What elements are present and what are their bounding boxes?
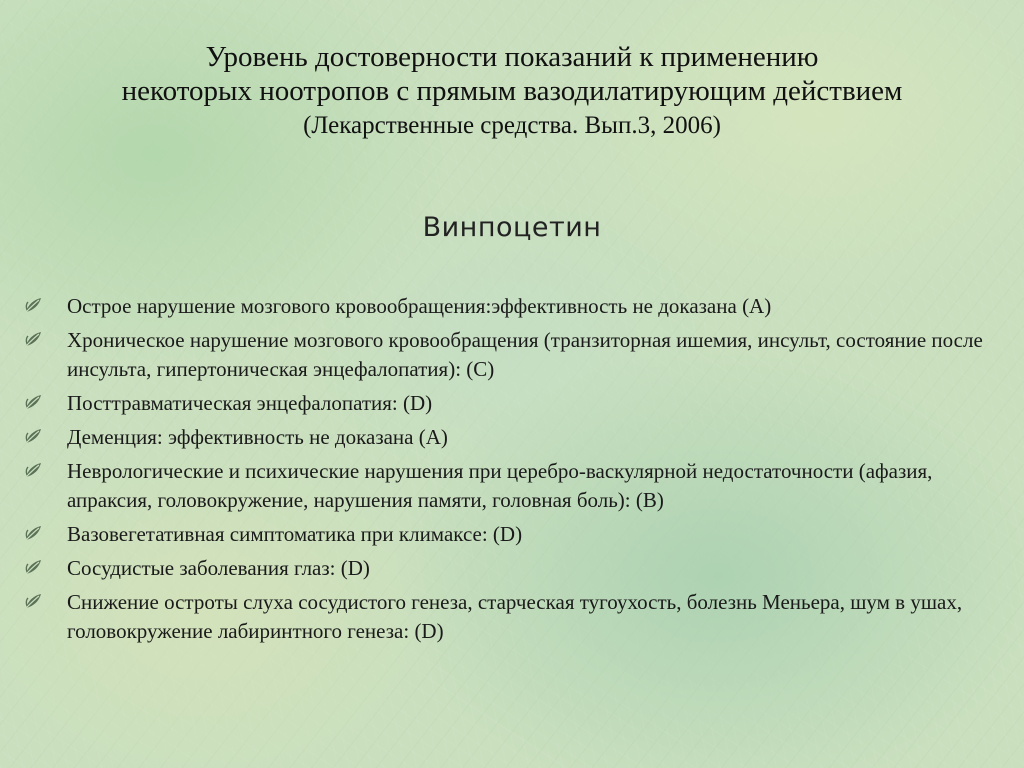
leaf-bullet-icon [24,427,44,445]
list-item [24,520,984,549]
list-item [24,389,984,418]
title-source: (Лекарственные средства. Вып.3, 2006) [303,112,721,139]
drug-subtitle: Винпоцетин [422,212,602,243]
title-line-1: Уровень достоверности показаний к применению [205,41,819,73]
list-item-text: Снижение остроты слуха сосудистого генеза, старческая тугоухость, болезнь Меньера, шум в ушах, головокружение лабиринтного генеза: (D) [67,590,963,643]
leaf-bullet-icon [24,296,44,314]
list-item-text: Острое нарушение мозгового кровообращения:эффективность не доказана (А) [67,294,772,318]
title-line-2: некоторых ноотропов с прямым вазодилатирующим действием [121,75,903,107]
list-item-text: Посттравматическая энцефалопатия: (D) [67,391,433,415]
list-item [24,326,984,384]
list-item [24,423,984,452]
list-item [24,588,984,646]
list-item-text: Хроническое нарушение мозгового кровообращения (транзиторная ишемия, инсульт, состояние после инсульта, гипертоническая энцефалопатия): (С) [67,328,983,381]
list-item [24,554,984,583]
indication-list [24,292,984,651]
leaf-bullet-icon [24,393,44,411]
list-item [24,292,984,321]
list-item-text: Неврологические и психические нарушения при церебро-васкулярной недостаточности (афазия, апраксия, головокружение, нарушения памяти, головная боль): (В) [67,459,933,512]
leaf-bullet-icon [24,592,44,610]
list-item [24,457,984,515]
leaf-bullet-icon [24,330,44,348]
list-item-text: Сосудистые заболевания глаз: (D) [67,556,370,580]
slide-title [0,40,1024,142]
leaf-bullet-icon [24,461,44,479]
leaf-bullet-icon [24,558,44,576]
list-item-text: Деменция: эффективность не доказана (А) [67,425,448,449]
leaf-bullet-icon [24,524,44,542]
list-item-text: Вазовегетативная симптоматика при климаксе: (D) [67,522,523,546]
